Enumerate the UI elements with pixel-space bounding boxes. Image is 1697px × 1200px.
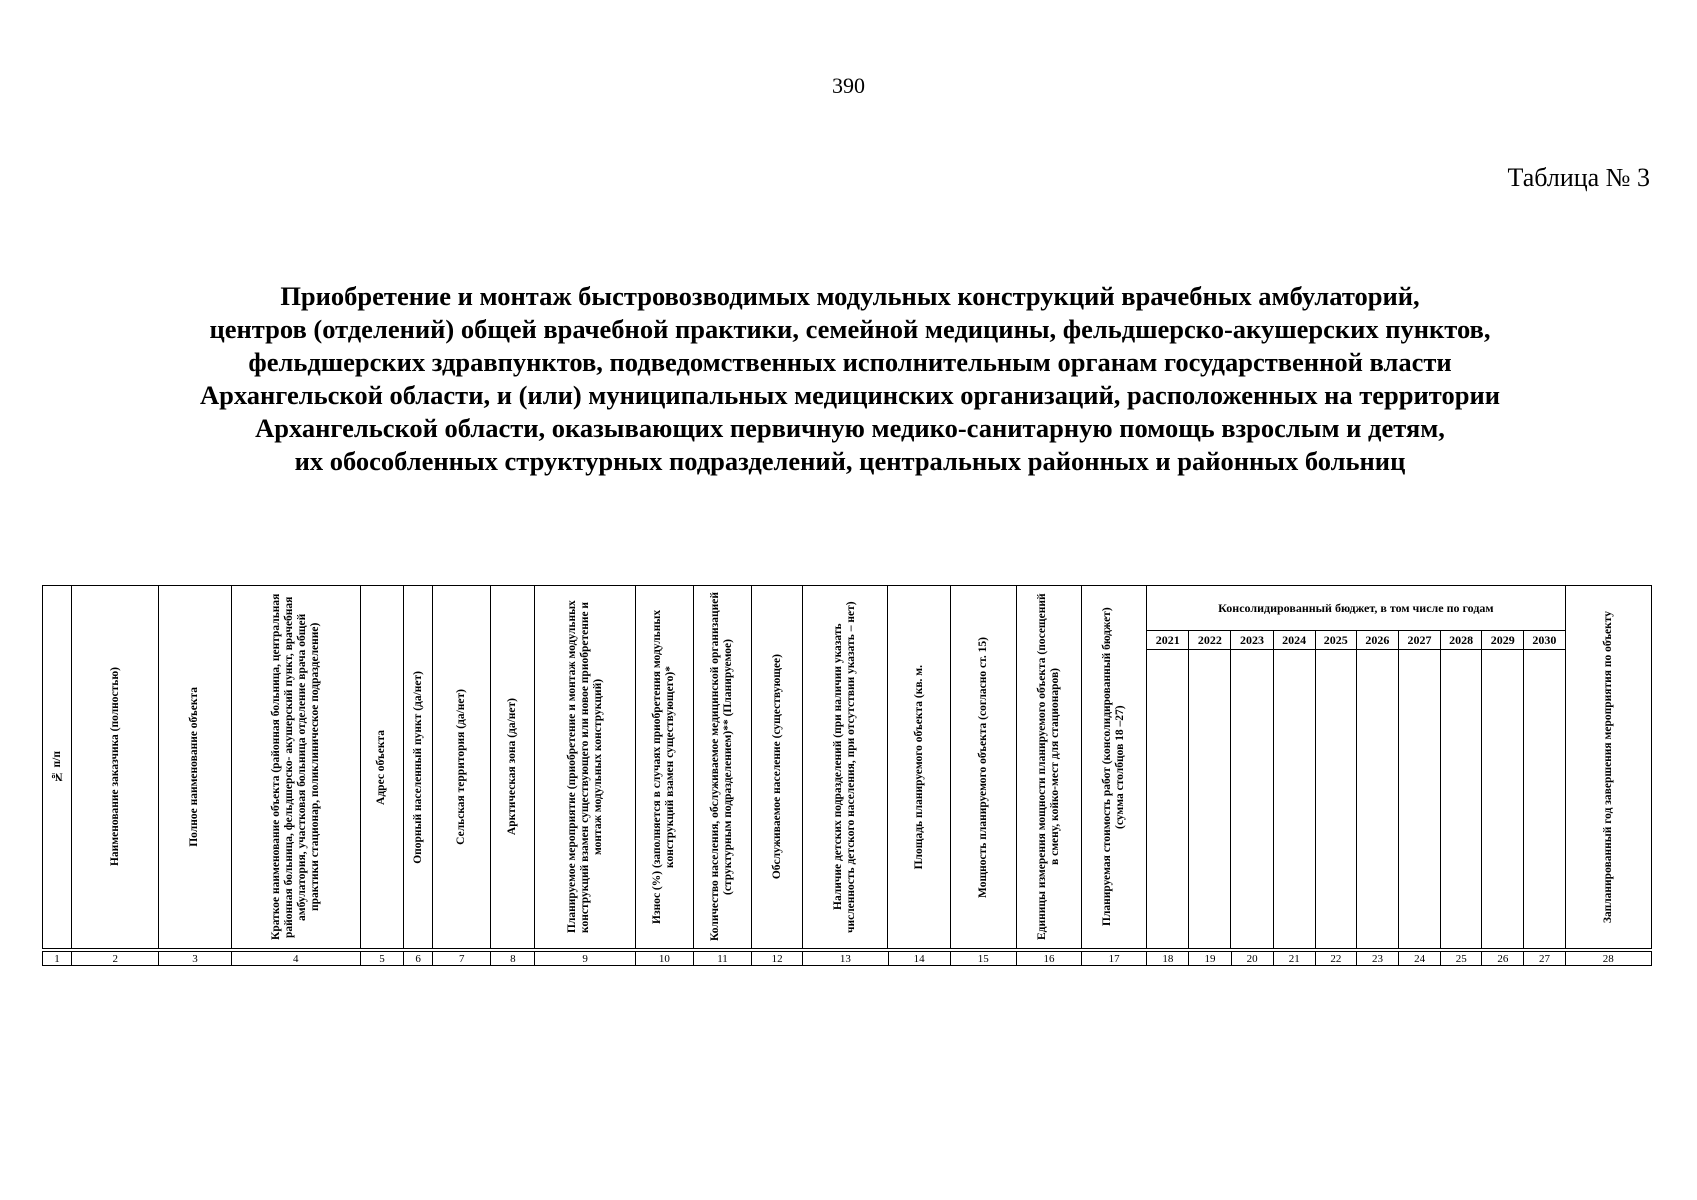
header-cell: [693, 586, 751, 949]
column-number: 5: [360, 952, 403, 966]
column-header: Планируемая стоимость работ (консолидированный бюджет) (сумма столбцов 18 –27): [1101, 607, 1127, 927]
header-cell: [159, 586, 231, 949]
year-header: 2021: [1147, 631, 1189, 650]
header-cell: [1082, 586, 1147, 949]
header-cell: [433, 586, 491, 949]
column-number: 22: [1315, 952, 1356, 966]
year-header: 2025: [1315, 631, 1356, 650]
header-cell: [43, 586, 72, 949]
year-value-cell: [1273, 650, 1315, 949]
header-cell: [752, 586, 803, 949]
column-number: 19: [1189, 952, 1231, 966]
column-number: 2: [72, 952, 159, 966]
year-value-cell: [1482, 650, 1524, 949]
column-number: 3: [159, 952, 231, 966]
title-line: Архангельской области, оказывающих первичную медико-санитарную помощь взрослым и детям,: [255, 413, 1445, 443]
column-number: 23: [1356, 952, 1398, 966]
year-value-cell: [1189, 650, 1231, 949]
column-number: 4: [231, 952, 360, 966]
title-line: Приобретение и монтаж быстровозводимых модульных конструкций врачебных амбулаторий,: [280, 281, 1420, 311]
column-header: Адрес объекта: [375, 729, 388, 805]
column-header: Износ (%) (заполняется в случаях приобретения модульных конструкций взамен существующего)*: [651, 609, 677, 925]
header-cell: [231, 586, 360, 949]
column-header: Сельская территория (да/нет): [455, 689, 468, 845]
column-number: 25: [1441, 952, 1482, 966]
column-number: 20: [1231, 952, 1273, 966]
header-table: [42, 585, 1652, 949]
column-number: 28: [1565, 952, 1651, 966]
column-header: Количество населения, обслуживаемое медицинской организацией (структурным подразделением)** (Планируемое): [709, 592, 735, 942]
year-value-cell: [1356, 650, 1398, 949]
year-value-cell: [1231, 650, 1273, 949]
column-header: Обслуживаемое население (существующее): [770, 654, 783, 880]
column-number: 9: [535, 952, 635, 966]
year-header: 2027: [1398, 631, 1440, 650]
column-number: 15: [950, 952, 1016, 966]
year-header: 2026: [1356, 631, 1398, 650]
header-cell: [72, 586, 159, 949]
header-cell: [535, 586, 635, 949]
year-value-cell: [1398, 650, 1440, 949]
column-number: 12: [752, 952, 803, 966]
year-header: 2022: [1189, 631, 1231, 650]
title-line: фельдшерских здравпунктов, подведомственных исполнительным органам государственной власти: [248, 347, 1452, 377]
column-number: 26: [1482, 952, 1524, 966]
budget-group-header: Консолидированный бюджет, в том числе по годам: [1147, 586, 1565, 631]
year-header: 2030: [1524, 631, 1565, 650]
document-title: [60, 280, 1640, 478]
column-header: Площадь планируемого объекта (кв. м.: [912, 664, 925, 870]
header-cell: [950, 586, 1016, 949]
column-number: 24: [1399, 952, 1441, 966]
year-header: 2029: [1482, 631, 1524, 650]
header-cell: [360, 586, 403, 949]
column-header: Единицы измерения мощности планируемого объекта (посещений в смену, койко-мест для стационаров): [1035, 593, 1061, 941]
column-number: 16: [1016, 952, 1081, 966]
year-header: 2024: [1273, 631, 1315, 650]
column-number: 7: [433, 952, 491, 966]
column-header: Опорный населенный пункт (да/нет): [411, 670, 424, 864]
column-number: 11: [693, 952, 751, 966]
column-number: 14: [888, 952, 950, 966]
column-header: Арктическая зона (да/нет): [506, 698, 519, 836]
column-number-row: [42, 951, 1652, 966]
year-header: 2023: [1231, 631, 1273, 650]
column-header: Мощность планируемого объекта (согласно ст. 15): [976, 636, 989, 898]
page-number: 390: [832, 73, 865, 98]
column-number: 13: [803, 952, 888, 966]
title-line: Архангельской области, и (или) муниципальных медицинских организаций, расположенных на территории: [200, 380, 1500, 410]
column-header: Наименование заказчика (полностью): [108, 667, 121, 867]
column-header: Краткое наименование объекта (районная больница, центральная районная больница, фельдшерско- акушерский пункт, врачебная амбулатория, участковая больница отделение врача общей практики стационар, поликлиническое подразделение): [269, 593, 321, 941]
year-value-cell: [1315, 650, 1356, 949]
header-cell: [1016, 586, 1081, 949]
title-line: центров (отделений) общей врачебной практики, семейной медицины, фельдшерско-акушерских пунктов,: [209, 314, 1491, 344]
year-value-cell: [1441, 650, 1482, 949]
column-number: 27: [1524, 952, 1565, 966]
header-cell: [491, 586, 535, 949]
column-header: Наличие детских подразделений (при наличии указать численность детского населения, при отсутствии указать – нет): [832, 601, 858, 933]
column-number: 18: [1147, 952, 1189, 966]
title-line: их обособленных структурных подразделений, центральных районных и районных больниц: [294, 446, 1406, 476]
column-header: № п/п: [50, 751, 63, 783]
year-value-cell: [1147, 650, 1189, 949]
year-header: 2028: [1441, 631, 1482, 650]
header-cell: [1565, 586, 1651, 949]
year-value-cell: [1524, 650, 1565, 949]
header-cell: [404, 586, 433, 949]
header-cell: [888, 586, 950, 949]
header-cell: [803, 586, 888, 949]
column-header: Запланированный год завершения мероприятия по объекту: [1601, 610, 1614, 924]
header-cell: [635, 586, 693, 949]
column-number: 8: [491, 952, 535, 966]
column-header: Полное наименование объекта: [188, 687, 201, 847]
column-number: 1: [43, 952, 72, 966]
column-header: Планируемое мероприятие (приобретение и монтаж модульных конструкций взамен существующего или новое приобретение и монтаж модульных конструкций): [565, 600, 604, 934]
column-number: 10: [635, 952, 693, 966]
table-label: Таблица № 3: [1507, 163, 1650, 192]
column-number: 17: [1082, 952, 1147, 966]
column-number: 6: [404, 952, 433, 966]
column-number: 21: [1273, 952, 1315, 966]
